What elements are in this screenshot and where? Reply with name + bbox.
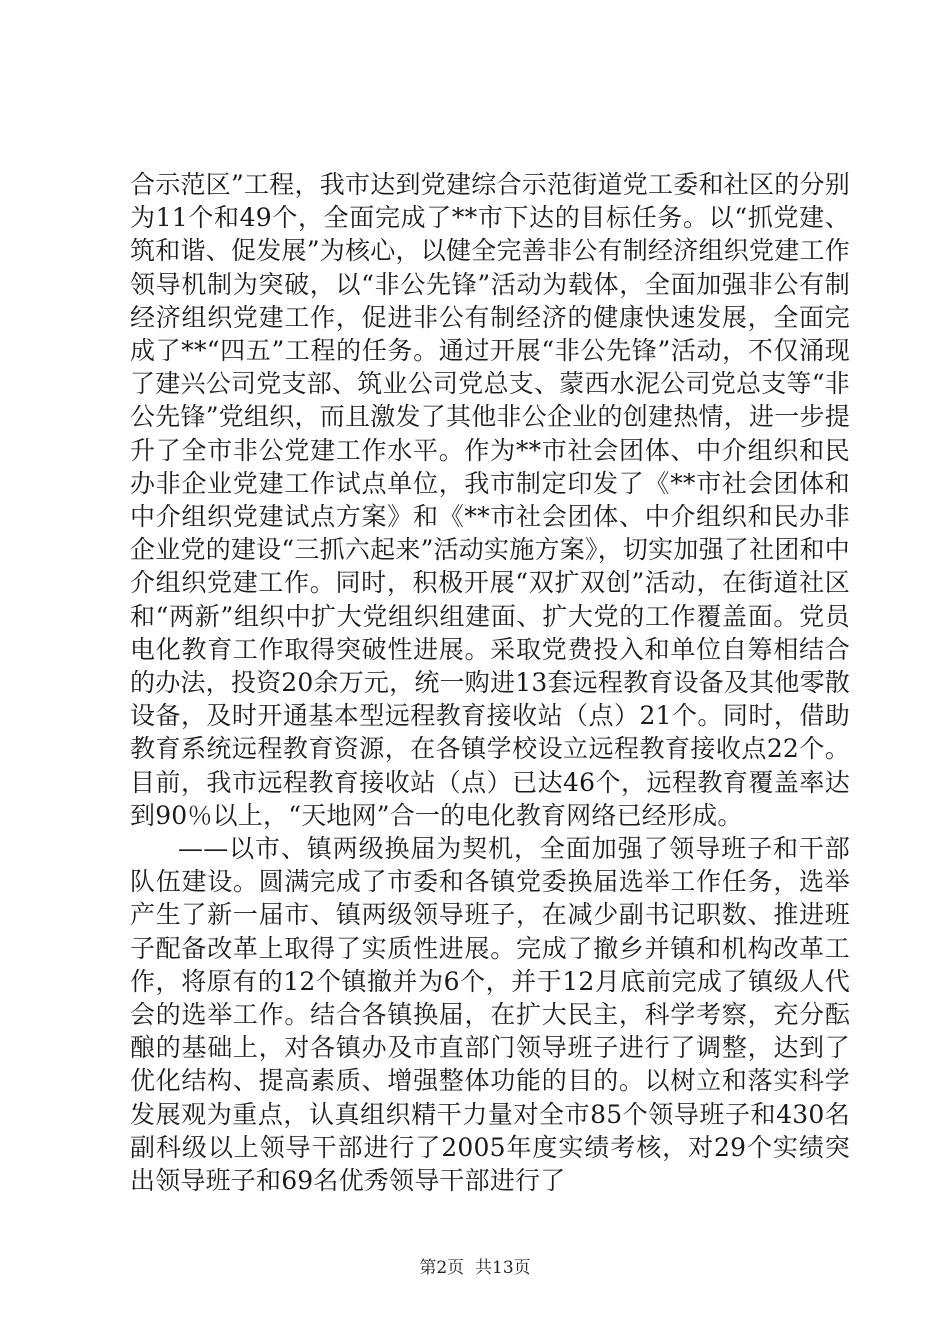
page-footer bbox=[0, 1253, 950, 1278]
paragraph-2: ——以市、镇两级换届为契机，全面加强了领导班子和干部队伍建设。圆满完成了市委和各镇党委换届选举工作任务，选举产生了新一届市、镇两级领导班子，在减少副书记职数、推进班子配备改革上取得了实质性进展。完成了撤乡并镇和机构改革工作，将原有的12个镇撤并为6个，并于12月底前完成了镇级人代会的选举工作。结合各镇换届，在扩大民主，科学考察，充分酝酿的基础上，对各镇办及市直部门领导班子进行了调整，达到了优化结构、提高素质、增强整体功能的目的。以树立和落实科学发展观为重点，认真组织精干力量对全市85个领导班子和430名副科级以上领导干部进行了2005年度实绩考核，对29个实绩突出领导班子和69名优秀领导干部进行了 bbox=[130, 834, 850, 1196]
paragraph-1: 合示范区”工程，我市达到党建综合示范街道党工委和社区的分别为11个和49个，全面完成了**市下达的目标任务。以“抓党建、筑和谐、促发展”为核心，以健全完善非公有制经济组织党建工作领导机制为突破，以“非公先锋”活动为载体，全面加强非公有制经济组织党建工作，促进非公有制经济的健康快速发展，全面完成了**“四五”工程的任务。通过开展“非公先锋”活动，不仅涌现了建兴公司党支部、筑业公司党总支、蒙西水泥公司党总支等“非公先锋”党组织，而且激发了其他非公企业的创建热情，进一步提升了全市非公党建工作水平。作为**市社会团体、中介组织和民办非企业党建工作试点单位，我市制定印发了《**市社会团体和中介组织党建试点方案》和《**市社会团体、中介组织和民办非企业党的建设“三抓六起来”活动实施方案》，切实加强了社团和中介组织党建工作。同时，积极开展“双扩双创”活动，在街道社区和“两新”组织中扩大党组织组建面、扩大党的工作覆盖面。党员电化教育工作取得突破性进展。采取党费投入和单位自筹相结合的办法，投资20余万元，统一购进13套远程教育设备及其他零散设备，及时开通基本型远程教育接收站（点）21个。同时，借助教育系统远程教育资源，在各镇学校设立远程教育接收点22个。目前，我市远程教育接收站（点）已达46个，远程教育覆盖率达到90％以上，“天地网”合一的电化教育网络已经形成。 bbox=[130, 170, 850, 830]
page-total: 共13页 bbox=[475, 1258, 531, 1278]
footer-separator bbox=[464, 1258, 475, 1278]
document-body bbox=[130, 168, 850, 1197]
page-number: 第2页 bbox=[419, 1258, 465, 1278]
